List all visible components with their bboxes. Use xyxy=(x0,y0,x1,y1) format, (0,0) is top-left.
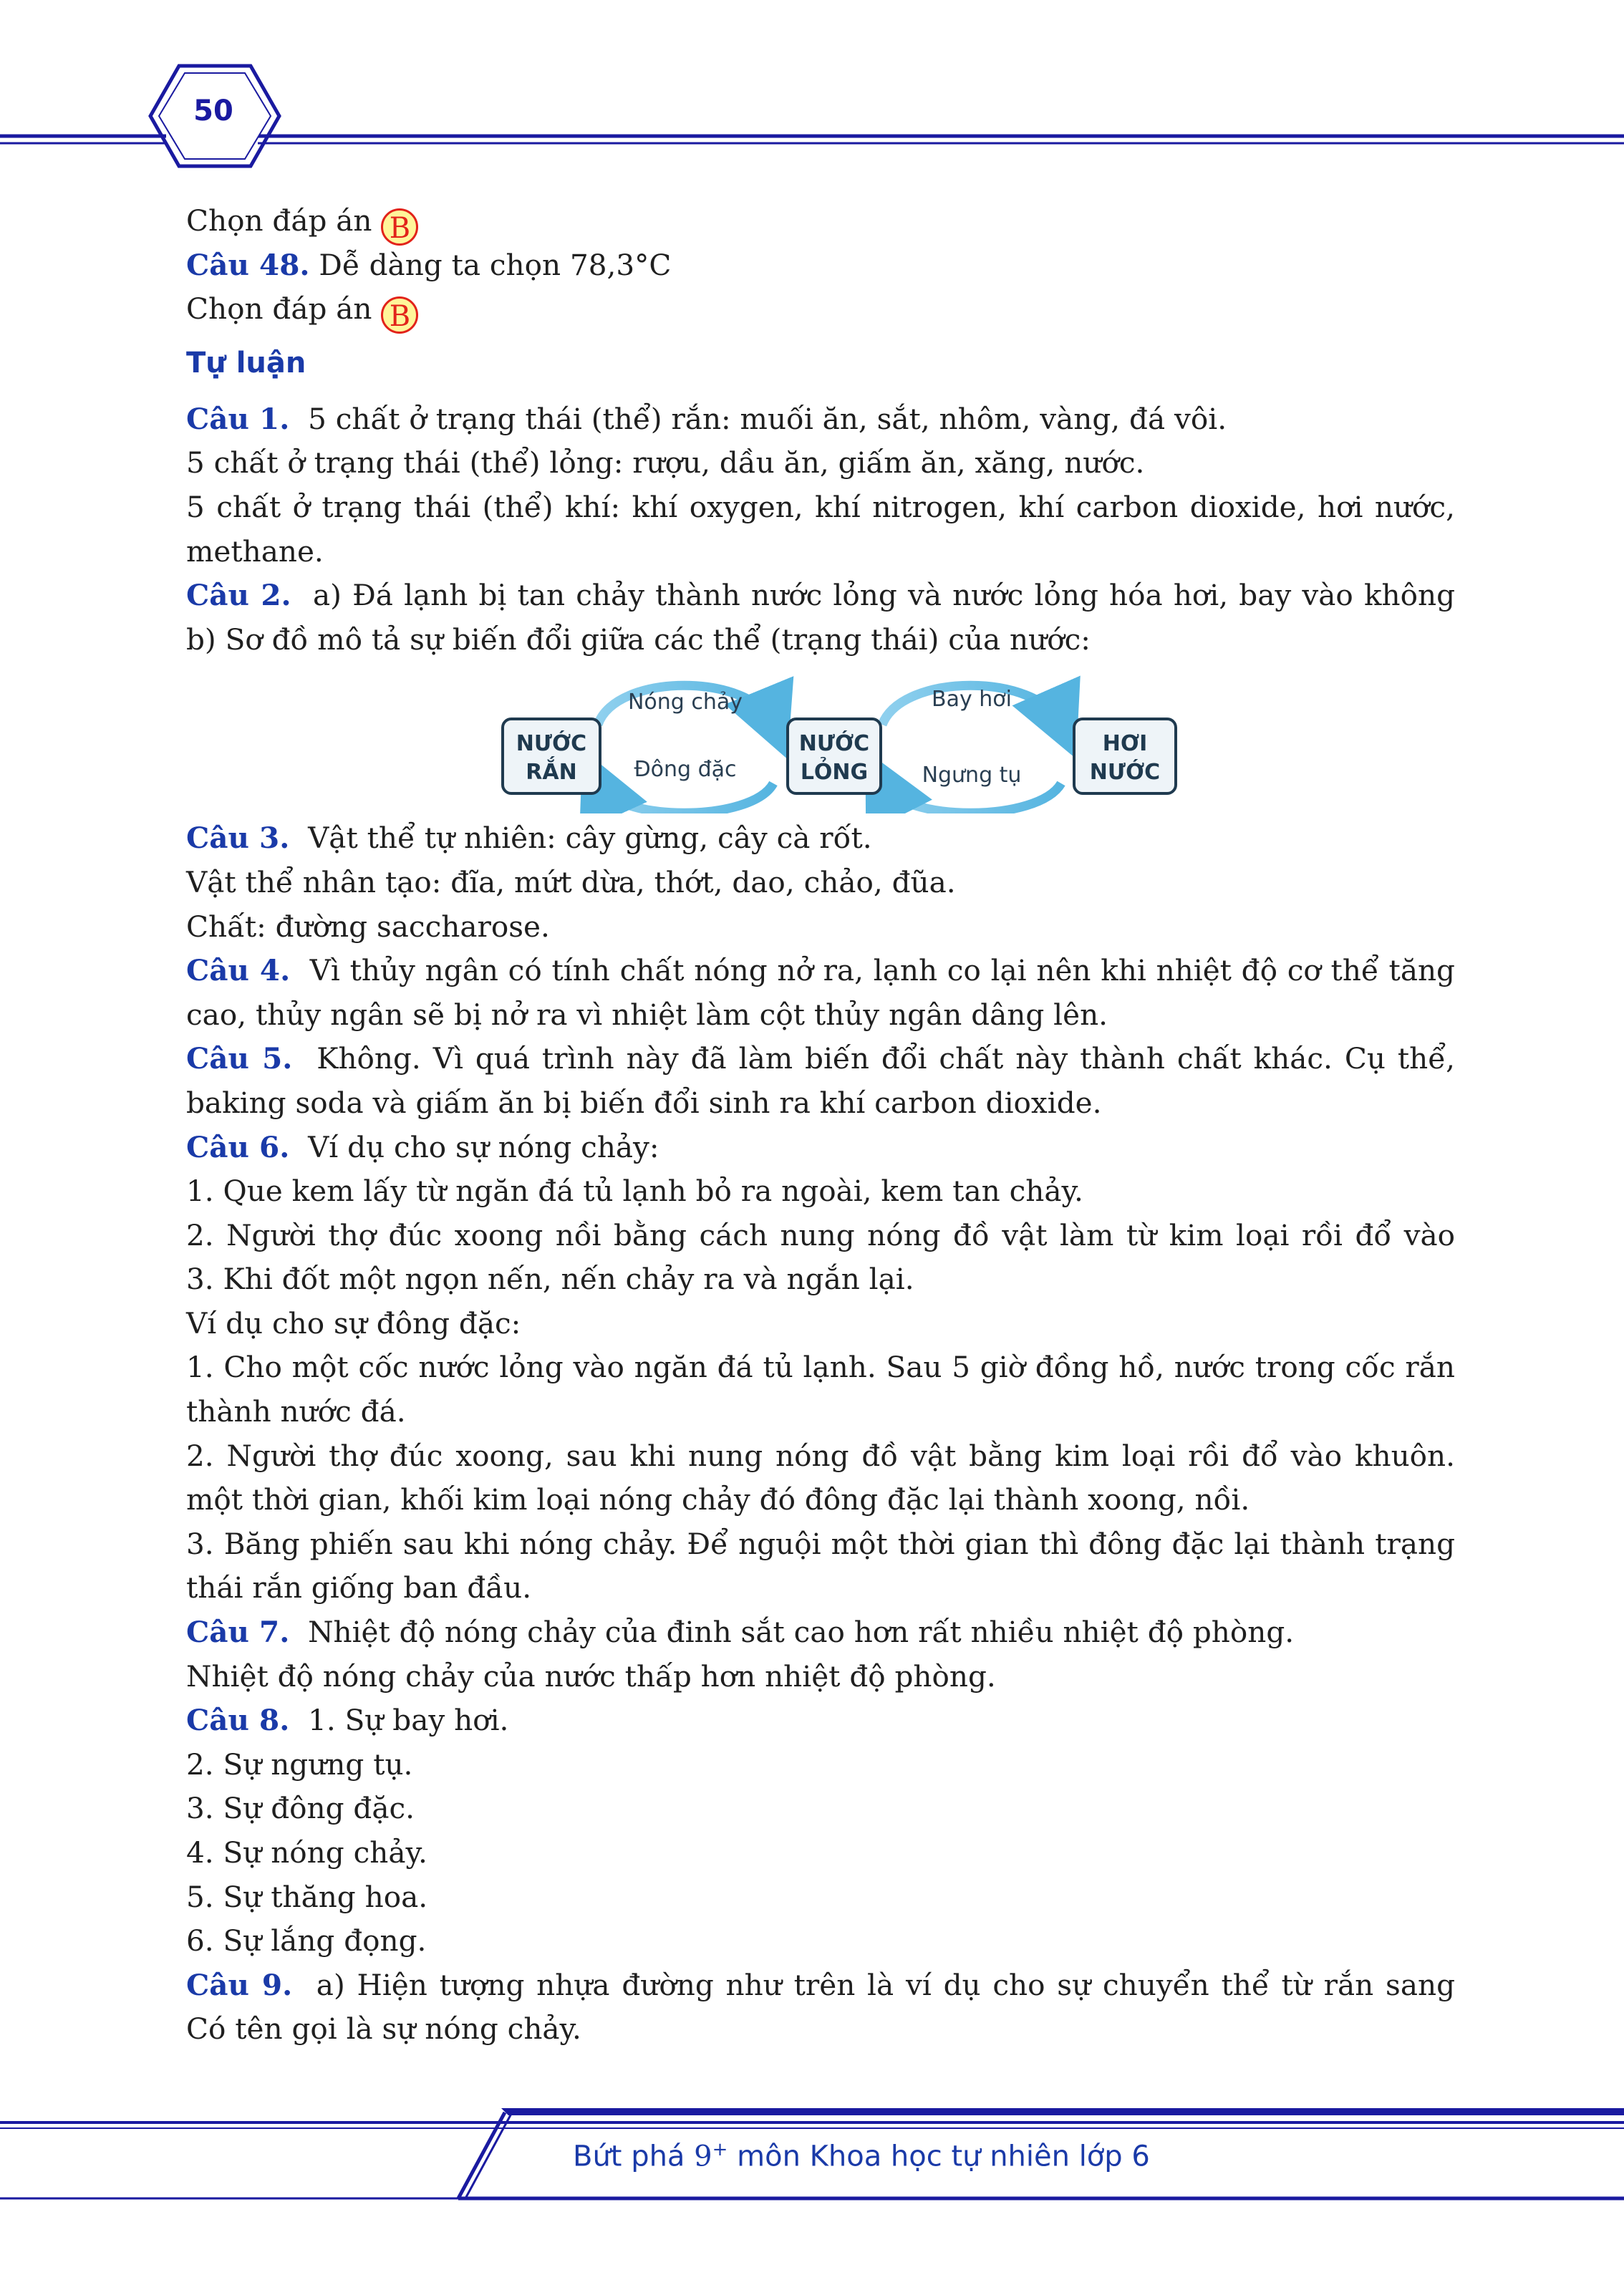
section-heading: Tự luận xyxy=(186,346,306,380)
text-line xyxy=(186,1655,1455,1699)
line-text: 1. Cho một cốc nước lỏng vào ngăn đá tủ lạnh. Sau 5 giờ đồng hồ, nước trong cốc rắn xyxy=(186,1350,1455,1385)
question-line xyxy=(186,1964,1455,2008)
text-line xyxy=(186,1522,1455,1567)
question-label: Câu 8. xyxy=(186,1703,290,1738)
line-text: Vật thể nhân tạo: đĩa, mứt dừa, thớt, dao, chảo, đũa. xyxy=(186,864,956,899)
line-text: Nhiệt độ nóng chảy của đinh sắt cao hơn rất nhiều nhiệt độ phòng. xyxy=(308,1615,1295,1650)
question-label: Câu 2. xyxy=(186,578,291,613)
state-diagram-svg xyxy=(186,662,1455,813)
text-line xyxy=(186,1169,1455,1214)
text-line xyxy=(186,530,1455,574)
melting-label: Nóng chảy xyxy=(627,690,743,715)
vapor-label-2: NƯỚC xyxy=(1089,760,1161,786)
text-line xyxy=(186,1875,1455,1920)
line-text: 5 chất ở trạng thái (thể) khí: khí oxygen, khí nitrogen, khí carbon dioxide, hơi nước, xyxy=(186,489,1455,524)
evaporation-label: Bay hơi xyxy=(932,687,1012,713)
answer-line: Chọn đáp án B xyxy=(186,287,1455,332)
answer-badge: B xyxy=(381,296,418,334)
text-line xyxy=(186,2007,1455,2052)
question-label: Câu 6. xyxy=(186,1129,290,1164)
text-line xyxy=(186,1081,1455,1126)
line-text: 5. Sự thăng hoa. xyxy=(186,1879,428,1914)
state-diagram xyxy=(186,662,1455,813)
question-line xyxy=(186,574,1455,618)
condensation-arrow xyxy=(882,783,1061,813)
text-line xyxy=(186,1919,1455,1964)
line-text: Vật thể tự nhiên: cây gừng, cây cà rốt. xyxy=(308,821,872,856)
question-label: Câu 9. xyxy=(186,1967,293,2002)
line-text: 6. Sự lắng đọng. xyxy=(186,1923,427,1958)
page-number: 50 xyxy=(193,95,233,127)
question-line xyxy=(186,397,1455,442)
text-line xyxy=(186,486,1455,530)
line-text: 1. Que kem lấy từ ngăn đá tủ lạnh bỏ ra ngoài, kem tan chảy. xyxy=(186,1174,1083,1209)
line-text: 3. Sự đông đặc. xyxy=(186,1791,415,1826)
line-text: Không. Vì quá trình này đã làm biến đổi chất này thành chất khác. Cụ thể, xyxy=(316,1041,1455,1076)
solid-label-2: RẮN xyxy=(526,760,577,786)
question-line xyxy=(186,1126,1455,1170)
line-text: baking soda và giấm ăn bị biến đổi sinh ra khí carbon dioxide. xyxy=(186,1085,1102,1120)
line-text: Nhiệt độ nóng chảy của nước thấp hơn nhiệt độ phòng. xyxy=(186,1658,996,1694)
question-label: Câu 5. xyxy=(186,1041,293,1076)
question-line xyxy=(186,949,1455,993)
line-text: Chất: đường saccharose. xyxy=(186,909,550,944)
footer-title: Bứt phá 9+ môn Khoa học tự nhiên lớp 6 xyxy=(573,2139,1150,2173)
text-line xyxy=(186,993,1455,1038)
line-text: 4. Sự nóng chảy. xyxy=(186,1835,427,1870)
line-text: cao, thủy ngân sẽ bị nở ra vì nhiệt làm cột thủy ngân dâng lên. xyxy=(186,997,1108,1032)
line-text: a) Đá lạnh bị tan chảy thành nước lỏng và nước lỏng hóa hơi, bay vào không xyxy=(312,578,1455,613)
freezing-arrow xyxy=(598,783,773,813)
line-text: Ví dụ cho sự đông đặc: xyxy=(186,1305,521,1341)
condensation-label: Ngưng tụ xyxy=(922,763,1022,788)
line-text: Có tên gọi là sự nóng chảy. xyxy=(186,2011,581,2047)
line-text: 1. Sự bay hơi. xyxy=(308,1703,509,1738)
line-text: 2. Sự ngưng tụ. xyxy=(186,1747,413,1782)
text-line xyxy=(186,1787,1455,1831)
line-text: 2. Người thợ đúc xoong, sau khi nung nóng đồ vật bằng kim loại rồi đổ vào khuôn. xyxy=(186,1438,1455,1473)
question-label: Câu 48. xyxy=(186,247,310,282)
text-line xyxy=(186,905,1455,950)
answer-badge: B xyxy=(381,208,418,246)
line-text: 5 chất ở trạng thái (thể) rắn: muối ăn, sắt, nhôm, vàng, đá vôi. xyxy=(308,401,1227,436)
text-line xyxy=(186,1390,1455,1434)
line-text: 2. Người thợ đúc xoong nồi bằng cách nung nóng đồ vật làm từ kim loại rồi đổ vào xyxy=(186,1217,1455,1252)
line-text: b) Sơ đồ mô tả sự biến đổi giữa các thể (trạng thái) của nước: xyxy=(186,622,1091,657)
line-text: 3. Khi đốt một ngọn nến, nến chảy ra và ngắn lại. xyxy=(186,1262,914,1297)
question-line: Câu 48. Dễ dàng ta chọn 78,3°C xyxy=(186,247,672,282)
text-line xyxy=(186,861,1455,905)
line-text: Ví dụ cho sự nóng chảy: xyxy=(308,1129,659,1164)
text-line xyxy=(186,1302,1455,1346)
text-line xyxy=(186,1434,1455,1479)
answer-line: Chọn đáp án B xyxy=(186,199,1455,243)
text-line xyxy=(186,1346,1455,1390)
text-line xyxy=(186,1214,1455,1258)
line-text: 3. Băng phiến sau khi nóng chảy. Để nguội một thời gian thì đông đặc lại thành trạng xyxy=(186,1526,1455,1561)
line-text: 5 chất ở trạng thái (thể) lỏng: rượu, dầu ăn, giấm ăn, xăng, nước. xyxy=(186,445,1145,480)
line-text: một thời gian, khối kim loại nóng chảy đó đông đặc lại thành xoong, nồi. xyxy=(186,1482,1250,1517)
vapor-label-1: HƠI xyxy=(1102,731,1148,757)
question-label: Câu 4. xyxy=(186,953,291,988)
liquid-label-2: LỎNG xyxy=(800,760,869,786)
text-line xyxy=(186,1257,1455,1302)
line-text: methane. xyxy=(186,533,324,569)
line-text: thái rắn giống ban đầu. xyxy=(186,1570,532,1605)
question-line xyxy=(186,1610,1455,1655)
question-label: Câu 1. xyxy=(186,401,290,436)
freezing-label: Đông đặc xyxy=(634,757,737,783)
text-line xyxy=(186,1831,1455,1875)
question-line xyxy=(186,816,1455,861)
question-line xyxy=(186,1699,1455,1743)
text-line xyxy=(186,618,1455,662)
liquid-label-1: NƯỚC xyxy=(798,731,870,757)
question-label: Câu 7. xyxy=(186,1615,290,1650)
line-text: Vì thủy ngân có tính chất nóng nở ra, lạnh co lại nên khi nhiệt độ cơ thể tăng xyxy=(309,953,1455,988)
text-line xyxy=(186,1478,1455,1522)
text-line xyxy=(186,1566,1455,1610)
question-line xyxy=(186,1037,1455,1081)
question-label: Câu 3. xyxy=(186,821,290,856)
line-text: thành nước đá. xyxy=(186,1394,406,1429)
page-content xyxy=(186,199,1455,2052)
text-line xyxy=(186,441,1455,486)
solid-label-1: NƯỚC xyxy=(516,731,587,757)
line-text: a) Hiện tượng nhựa đường như trên là ví dụ cho sự chuyển thể từ rắn sang xyxy=(316,1967,1455,2002)
text-line xyxy=(186,1743,1455,1787)
